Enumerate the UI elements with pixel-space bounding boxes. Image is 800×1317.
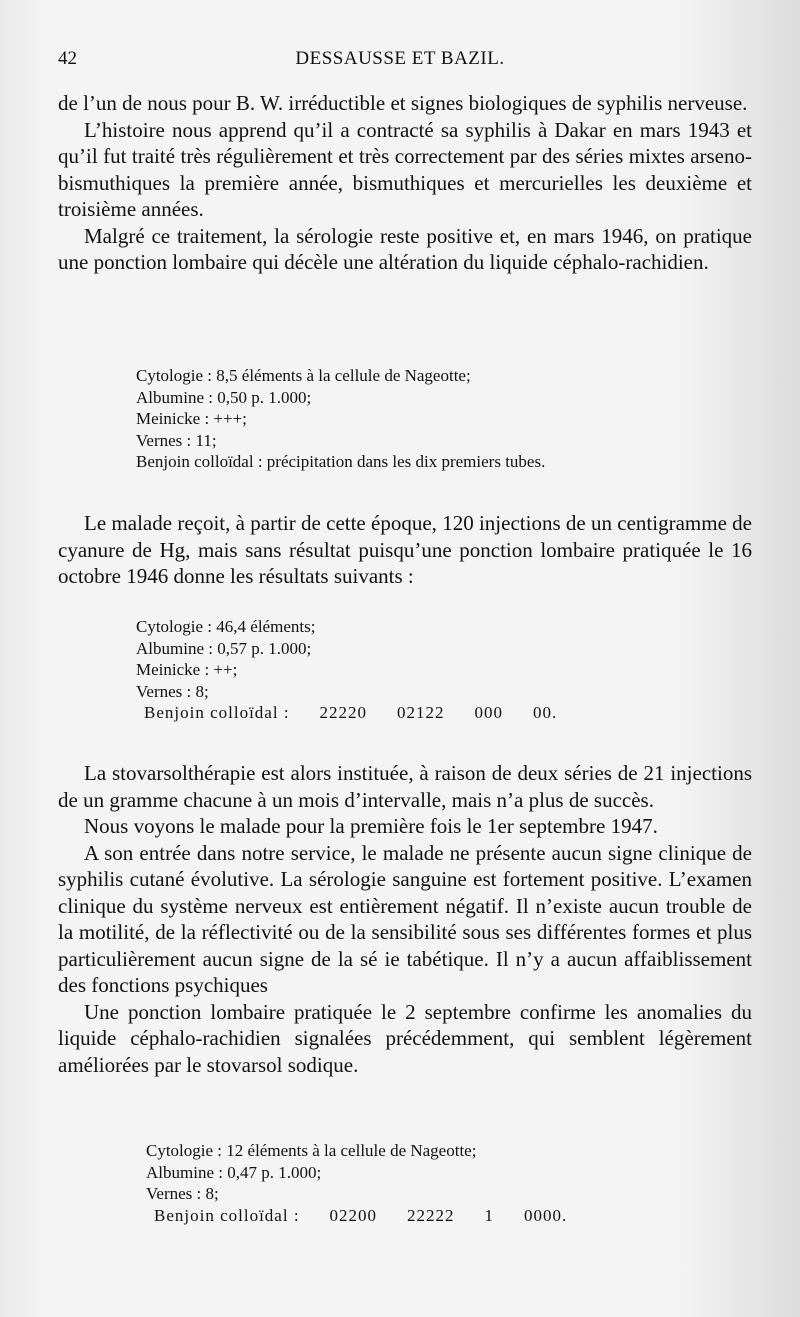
lab-line-vernes: Vernes : 8; (136, 681, 209, 701)
lab-results-1 (136, 365, 696, 473)
paragraph: Une ponction lombaire pratiquée le 2 septembre confirme les anomalies du liquide céphalo-rachidien signalées précédemment, qui semblent légèrement améliorées par le stovarsol sodique. (58, 999, 752, 1077)
lab-line-meinicke: Meinicke : +++; (136, 409, 247, 428)
paragraph: Le malade reçoit, à partir de cette époque, 120 injections de un centigramme de cyanure de Hg, mais sans résultat puisqu’une ponction lombaire pratiquée le 16 octobre 1946 donne les résultats suivants : (58, 511, 752, 588)
lab-line-albumine: Albumine : 0,50 p. 1.000; (136, 387, 312, 407)
lab-results-3 (146, 1140, 706, 1226)
text-block-bottom (58, 760, 752, 1078)
lab-line-cytologie: Cytologie : 8,5 éléments à la cellule de Nageotte; (136, 366, 471, 385)
benjoin-value: 22220 (319, 703, 368, 722)
paragraph: de l’un de nous pour B. W. irréductible et signes biologiques de syphilis nerveuse. (58, 91, 748, 115)
paragraph: L’histoire nous apprend qu’il a contracté sa syphilis à Dakar en mars 1943 et qu’il fut traité très régulièrement et très correctement par des séries mixtes arseno-bismuthiques la première année, bismuthiques et mercurielles les deuxième et troisième années. (58, 117, 752, 221)
lab-line-benjoin (136, 702, 696, 724)
page-header (58, 48, 742, 78)
benjoin-value: 000 (474, 703, 504, 722)
paragraph: A son entrée dans notre service, le malade ne présente aucun signe clinique de syphilis cutané évolutive. La sérologie sanguine est fortement positive. L’examen clinique du système nerveux est entièrement négatif. Il n’existe aucun trouble de la motilité, de la réflectivité ou de la sensibilité sous ses différentes formes et plus particulièrement aucun signe de la sé ie tabétique. Il n’y a aucun affaiblissement des fonctions psychiques (58, 840, 752, 997)
benjoin-label: Benjoin colloïdal : (144, 703, 290, 722)
lab-line-vernes: Vernes : 8; (146, 1184, 219, 1203)
running-head: DESSAUSSE ET BAZIL. (295, 48, 505, 69)
lab-line-albumine: Albumine : 0,47 p. 1.000; (146, 1162, 322, 1182)
lab-line-benjoin (146, 1205, 706, 1227)
benjoin-value: 22222 (407, 1205, 455, 1225)
page-number: 42 (58, 48, 77, 69)
lab-line-benjoin: Benjoin colloïdal : précipitation dans les dix premiers tubes. (136, 452, 546, 471)
benjoin-value: 02122 (397, 703, 445, 722)
lab-line-cytologie: Cytologie : 46,4 éléments; (136, 617, 316, 636)
paragraph: La stovarsolthérapie est alors instituée, à raison de deux séries de 21 injections de un gramme chacune à un mois d’intervalle, mais n’a plus de succès. (58, 761, 752, 812)
text-block-top (58, 90, 752, 276)
paragraph: Nous voyons le malade pour la première fois le 1er septembre 1947. (84, 814, 658, 838)
lab-line-cytologie: Cytologie : 12 éléments à la cellule de Nageotte; (146, 1141, 477, 1160)
lab-results-2 (136, 616, 696, 724)
text-block-middle (58, 510, 752, 590)
lab-line-albumine: Albumine : 0,57 p. 1.000; (136, 638, 312, 658)
benjoin-value: 0000. (524, 1205, 568, 1225)
benjoin-value: 02200 (329, 1205, 378, 1225)
lab-line-meinicke: Meinicke : ++; (136, 660, 238, 679)
benjoin-value: 00. (533, 703, 558, 722)
paragraph: Malgré ce traitement, la sérologie reste positive et, en mars 1946, on pratique une ponction lombaire qui décèle une altération du liquide céphalo-rachidien. (58, 223, 752, 274)
benjoin-value: 1 (484, 1205, 495, 1225)
benjoin-label: Benjoin colloïdal : (154, 1205, 300, 1225)
lab-line-vernes: Vernes : 11; (136, 430, 217, 450)
